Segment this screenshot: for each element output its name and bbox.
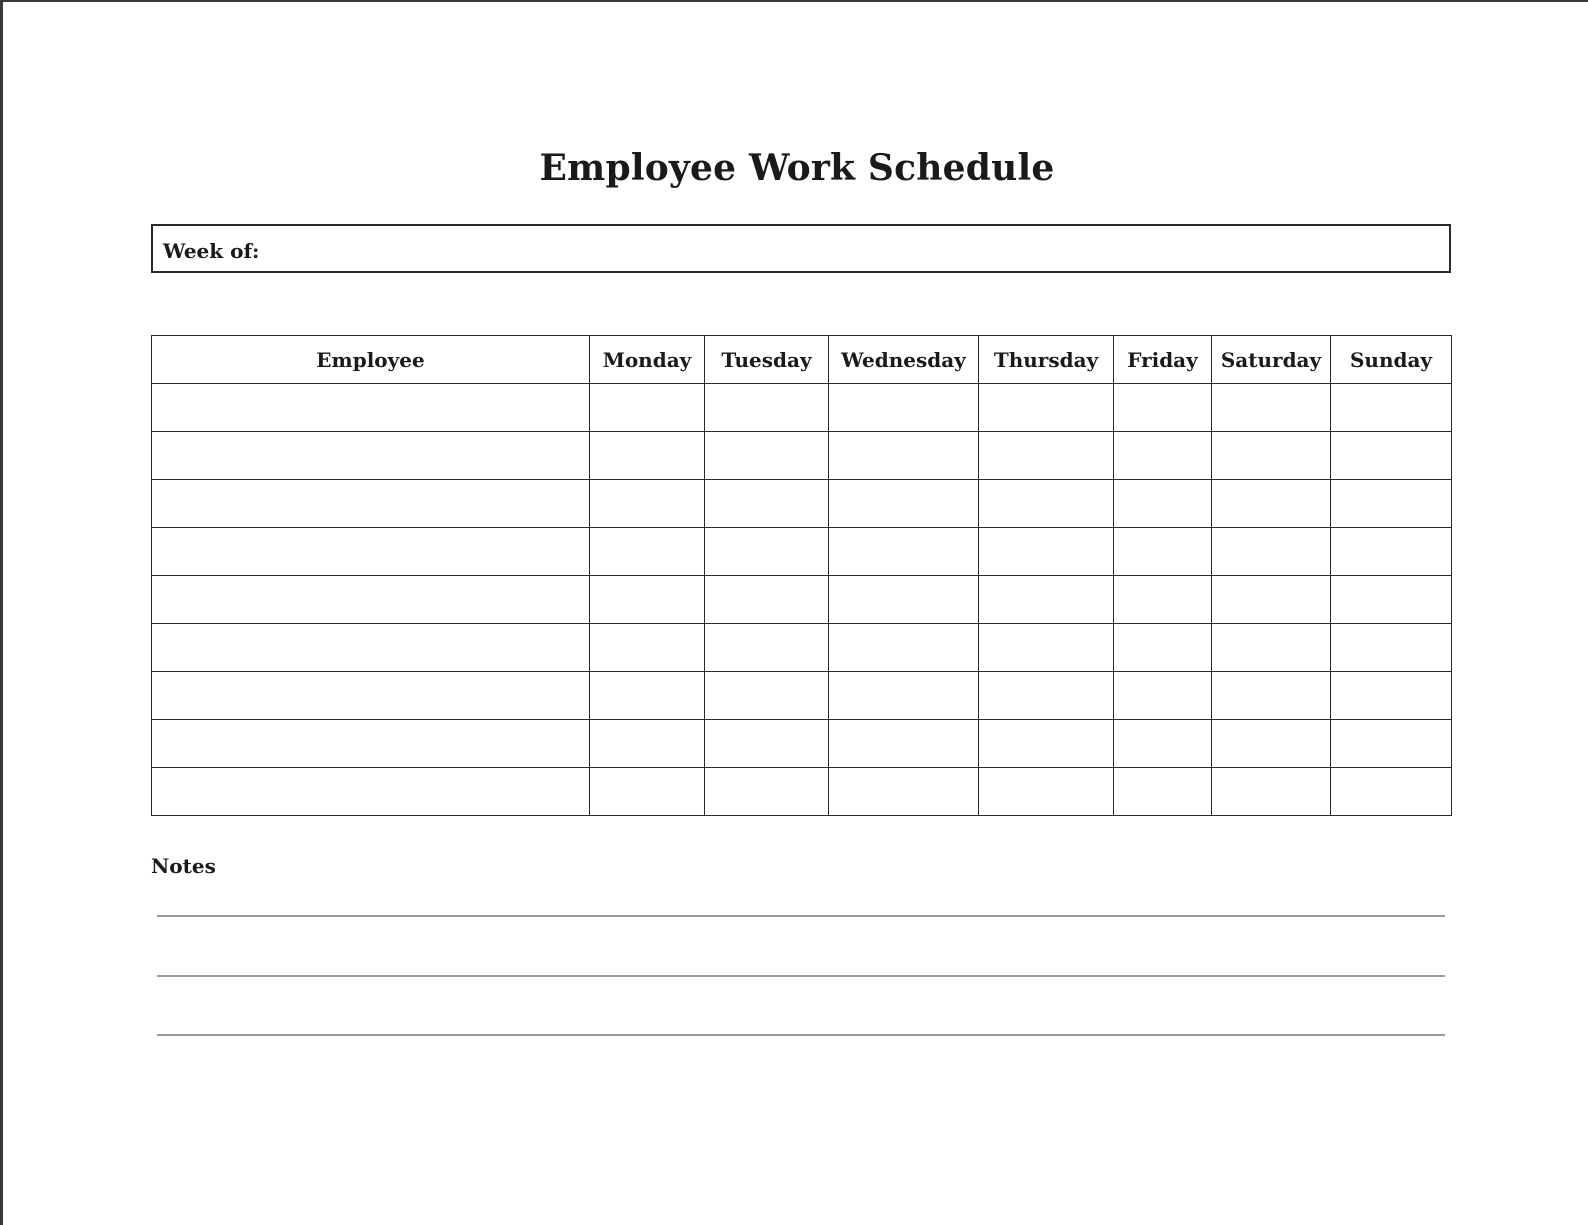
cell-friday[interactable]: [1114, 528, 1212, 576]
cell-wednesday[interactable]: [829, 624, 979, 672]
column-header-thursday: Thursday: [979, 336, 1114, 384]
cell-saturday[interactable]: [1212, 576, 1331, 624]
week-of-label: Week of:: [163, 239, 260, 263]
column-header-monday: Monday: [590, 336, 705, 384]
cell-friday[interactable]: [1114, 432, 1212, 480]
cell-wednesday[interactable]: [829, 432, 979, 480]
cell-employee[interactable]: [152, 528, 590, 576]
cell-tuesday[interactable]: [705, 624, 829, 672]
cell-saturday[interactable]: [1212, 480, 1331, 528]
cell-employee[interactable]: [152, 768, 590, 816]
column-header-friday: Friday: [1114, 336, 1212, 384]
cell-sunday[interactable]: [1331, 528, 1452, 576]
cell-wednesday[interactable]: [829, 768, 979, 816]
cell-saturday[interactable]: [1212, 768, 1331, 816]
table-row: [152, 432, 1452, 480]
cell-thursday[interactable]: [979, 528, 1114, 576]
cell-monday[interactable]: [590, 384, 705, 432]
cell-saturday[interactable]: [1212, 528, 1331, 576]
cell-tuesday[interactable]: [705, 576, 829, 624]
cell-thursday[interactable]: [979, 624, 1114, 672]
cell-wednesday[interactable]: [829, 576, 979, 624]
table-header-row: [152, 336, 1452, 384]
column-header-employee: Employee: [152, 336, 590, 384]
cell-thursday[interactable]: [979, 480, 1114, 528]
cell-sunday[interactable]: [1331, 624, 1452, 672]
cell-employee[interactable]: [152, 480, 590, 528]
cell-sunday[interactable]: [1331, 720, 1452, 768]
cell-saturday[interactable]: [1212, 384, 1331, 432]
cell-monday[interactable]: [590, 672, 705, 720]
schedule-table: [151, 335, 1452, 816]
cell-saturday[interactable]: [1212, 720, 1331, 768]
cell-friday[interactable]: [1114, 480, 1212, 528]
table-row: [152, 576, 1452, 624]
cell-thursday[interactable]: [979, 576, 1114, 624]
cell-employee[interactable]: [152, 672, 590, 720]
cell-friday[interactable]: [1114, 672, 1212, 720]
cell-tuesday[interactable]: [705, 384, 829, 432]
cell-saturday[interactable]: [1212, 432, 1331, 480]
table-row: [152, 720, 1452, 768]
cell-monday[interactable]: [590, 480, 705, 528]
cell-tuesday[interactable]: [705, 528, 829, 576]
table-row: [152, 528, 1452, 576]
cell-employee[interactable]: [152, 384, 590, 432]
cell-thursday[interactable]: [979, 384, 1114, 432]
cell-employee[interactable]: [152, 624, 590, 672]
cell-monday[interactable]: [590, 576, 705, 624]
table-row: [152, 672, 1452, 720]
table-row: [152, 624, 1452, 672]
cell-wednesday[interactable]: [829, 528, 979, 576]
schedule-body: [152, 384, 1452, 816]
table-row: [152, 384, 1452, 432]
cell-wednesday[interactable]: [829, 672, 979, 720]
page-title: Employee Work Schedule: [539, 147, 1055, 189]
cell-tuesday[interactable]: [705, 768, 829, 816]
cell-sunday[interactable]: [1331, 432, 1452, 480]
cell-thursday[interactable]: [979, 432, 1114, 480]
cell-sunday[interactable]: [1331, 384, 1452, 432]
cell-friday[interactable]: [1114, 576, 1212, 624]
cell-friday[interactable]: [1114, 768, 1212, 816]
notes-label: Notes: [151, 854, 216, 878]
cell-sunday[interactable]: [1331, 768, 1452, 816]
cell-monday[interactable]: [590, 768, 705, 816]
cell-sunday[interactable]: [1331, 480, 1452, 528]
cell-thursday[interactable]: [979, 672, 1114, 720]
column-header-saturday: Saturday: [1212, 336, 1331, 384]
column-header-sunday: Sunday: [1331, 336, 1452, 384]
cell-employee[interactable]: [152, 720, 590, 768]
cell-monday[interactable]: [590, 624, 705, 672]
note-line[interactable]: [157, 1034, 1445, 1036]
cell-monday[interactable]: [590, 432, 705, 480]
note-line[interactable]: [157, 915, 1445, 917]
week-of-field[interactable]: [151, 224, 1451, 273]
cell-friday[interactable]: [1114, 624, 1212, 672]
cell-tuesday[interactable]: [705, 480, 829, 528]
cell-employee[interactable]: [152, 432, 590, 480]
cell-tuesday[interactable]: [705, 720, 829, 768]
cell-sunday[interactable]: [1331, 576, 1452, 624]
cell-saturday[interactable]: [1212, 672, 1331, 720]
cell-wednesday[interactable]: [829, 384, 979, 432]
table-row: [152, 768, 1452, 816]
cell-monday[interactable]: [590, 720, 705, 768]
note-line[interactable]: [157, 975, 1445, 977]
cell-employee[interactable]: [152, 576, 590, 624]
column-header-wednesday: Wednesday: [829, 336, 979, 384]
cell-monday[interactable]: [590, 528, 705, 576]
cell-wednesday[interactable]: [829, 720, 979, 768]
cell-friday[interactable]: [1114, 384, 1212, 432]
cell-thursday[interactable]: [979, 768, 1114, 816]
cell-thursday[interactable]: [979, 720, 1114, 768]
cell-tuesday[interactable]: [705, 672, 829, 720]
cell-wednesday[interactable]: [829, 480, 979, 528]
cell-sunday[interactable]: [1331, 672, 1452, 720]
table-row: [152, 480, 1452, 528]
cell-friday[interactable]: [1114, 720, 1212, 768]
cell-tuesday[interactable]: [705, 432, 829, 480]
column-header-tuesday: Tuesday: [705, 336, 829, 384]
cell-saturday[interactable]: [1212, 624, 1331, 672]
